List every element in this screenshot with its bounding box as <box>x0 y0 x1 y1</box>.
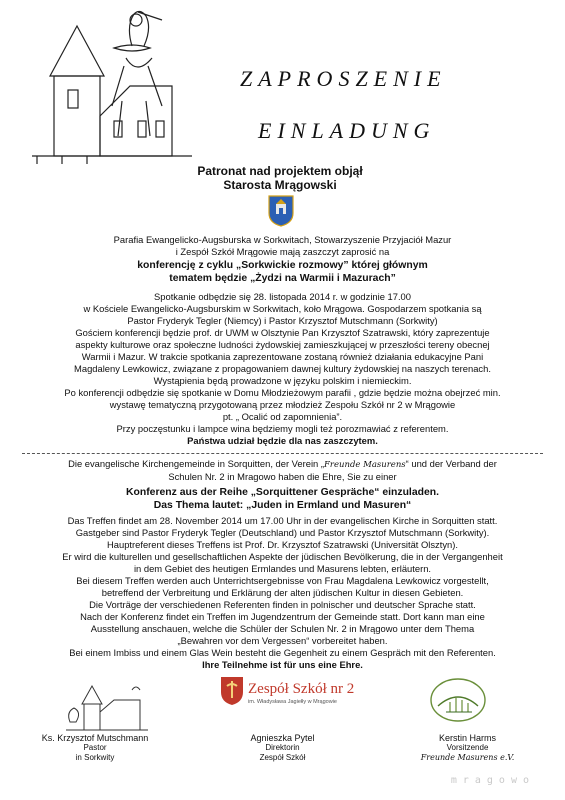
text-line: Hauptreferent dieses Treffens ist Prof. Dr. Krzysztof Szatrawski (Universität Olsztyn). <box>107 539 458 550</box>
text-line: Państwa udział będzie dla nas zaszczytem. <box>187 435 378 446</box>
signatory-name: Agnieszka Pytel <box>250 733 315 743</box>
text-line: tematem będzie „Żydzi na Warmii i Mazurach” <box>169 273 396 284</box>
text-line: Wystąpienia będą prowadzone w języku polskim i niemieckim. <box>153 375 412 386</box>
signature-pastor <box>10 733 180 763</box>
text-line: Magdaleny Lewkowicz, związane z propagowaniem dawnej kultury żydowskiej na naszych terenach. <box>74 363 491 374</box>
text-line: Warmii i Mazur. W trakcie spotkania zaprezentowane zostaną również działania edukacyjne Pani <box>81 351 484 362</box>
signatory-role: Vorsitzende <box>446 743 489 752</box>
patronage-heading <box>170 164 390 192</box>
german-intro <box>0 458 565 483</box>
german-body <box>0 515 565 671</box>
signature-chair <box>385 733 550 763</box>
signatory-place: Zespół Szkół <box>259 753 306 762</box>
text-line: Schulen Nr. 2 in Mragowo haben die Ehre, Sie zu einer <box>168 471 397 482</box>
text-line: Das Treffen findet am 28. November 2014 um 17.00 Uhr in der evangelischen Kirche in Sorquitten statt. <box>67 515 498 526</box>
text-line: Po konferencji odbędzie się spotkanie w Domu Młodzieżowym parafii , gdzie będzie można obejrzeć min. <box>64 387 501 398</box>
text-line: Die Vorträge der verschiedenen Referenten finden in polnischer und deutscher Sprache statt. <box>89 599 476 610</box>
text-line: Parafia Ewangelicko-Augsburska w Sorkwitach, Stowarzyszenie Przyjaciół Mazur <box>113 234 452 245</box>
church-sketch-logo <box>62 682 150 734</box>
text-part: Die evangelische Kirchengemeinde in Sorquitten, der Verein „ <box>68 458 324 469</box>
text-line: Gastgeber sind Pastor Fryderyk Tegler (Deutschland) und Pastor Krzysztof Mutschmann (Sorkwity). <box>75 527 490 538</box>
text-line: Spotkanie odbędzie się 28. listopada 2014 r. w godzinie 17.00 <box>154 291 411 302</box>
patronage-line: Starosta Mrągowski <box>223 178 337 192</box>
school-emblem-icon <box>220 676 244 706</box>
signatory-place: Freunde Masurens e.V. <box>420 753 515 762</box>
text-line: Pastor Fryderyk Tegler (Niemcy) i Pastor Krzysztof Mutschmann (Sorkwity) <box>127 315 438 326</box>
polish-body <box>0 291 565 447</box>
freunde-masurens-logo <box>428 676 488 724</box>
signature-director <box>200 733 365 763</box>
text-line: Bei diesem Treffen werden auch Unterrichtsergebnisse von Frau Magdalena Lewkowicz vorgestellt, <box>76 575 489 586</box>
signatory-place: in Sorkwity <box>75 753 115 762</box>
text-line: pt. „ Ocalić od zapomnienia”. <box>222 411 343 422</box>
section-divider <box>22 453 543 454</box>
text-line: Nach der Konferenz findet ein Treffen im Jugendzentrum der Gemeinde statt. Dort kann man eine <box>80 611 485 622</box>
text-line: Bei einem Imbiss und einem Glas Wein besteht die Gegenheit zu einem Gespräch mit den Referenten. <box>69 647 496 658</box>
patronage-line: Patronat nad projektem objął <box>197 164 363 178</box>
text-line: Er wird die kulturellen und gesellschaftlichen Aspekte der jüdischen Bevölkerung, die in der Vergangenheit <box>62 551 503 562</box>
watermark: mragowo <box>450 775 535 786</box>
signatory-role: Direktorin <box>265 743 300 752</box>
association-name: Freunde Masurens <box>324 460 406 470</box>
title-german: EINLADUNG <box>258 118 436 143</box>
school-logo-text: Zespół Szkół nr 2 <box>248 681 355 697</box>
text-line: „Bewahren vor dem Vergessen“ vorbereitet haben. <box>177 635 388 646</box>
text-part: “ und der Verband der <box>405 458 497 469</box>
polish-conference-title <box>0 259 565 285</box>
text-line: konferencję z cyklu „Sorkwickie rozmowy” której głównym <box>137 260 428 271</box>
german-conference-title <box>0 486 565 512</box>
signatory-name: Kerstin Harms <box>438 733 496 743</box>
text-line: betreffend der Verbreitung und Erklärung der alten jüdischen Kultur in diesen Gebieten. <box>101 587 464 598</box>
text-line: in dem Gebiet des heutigen Ermlandes und Masurens lebten, erläutern. <box>133 563 432 574</box>
text-line: aspekty kulturowe oraz społeczne ludności żydowskiej zamieszkującej w przeszłości tereny obecnej <box>75 339 490 350</box>
text-line: w Kościele Ewangelicko-Augsburskim w Sorkwitach, koło Mrągowa. Gospodarzem spotkania są <box>83 303 482 314</box>
signatory-name: Ks. Krzysztof Mutschmann <box>41 733 149 743</box>
text-line: i Zespół Szkół Mrągowie mają zaszczyt zaprosić na <box>175 246 390 257</box>
school-logo-subtitle: im. Władysława Jagiełły w Mrągowie <box>248 699 337 705</box>
text-line: Ausstellung anschauen, welche die Schüler der Schulen Nr. 2 in Mrągowo unter dem Thema <box>90 623 475 634</box>
text-line <box>0 458 565 471</box>
text-line: Das Thema lautet: „Juden in Ermland und Masuren“ <box>153 500 412 511</box>
title-polish: ZAPROSZENIE <box>240 66 447 91</box>
polish-intro <box>0 234 565 258</box>
church-stork-sketch <box>22 6 202 176</box>
text-line: Ihre Teilnehme ist für uns eine Ehre. <box>202 659 363 670</box>
text-line: Konferenz aus der Reihe „Sorquittener Gespräche“ einzuladen. <box>126 487 439 498</box>
text-line: Gościem konferencji będzie prof. dr UWM w Olsztynie Pan Krzysztof Szatrawski, który zaprezentuje <box>75 327 490 338</box>
text-line: wystawę tematyczną przygotowaną przez młodzież Zespołu Szkół nr 2 w Mrągowie <box>109 399 456 410</box>
signatory-role: Pastor <box>83 743 107 752</box>
text-line: Przy poczęstunku i lampce wina będziemy mogli też porozmawiać z referentem. <box>116 423 449 434</box>
county-crest-icon <box>268 195 294 227</box>
